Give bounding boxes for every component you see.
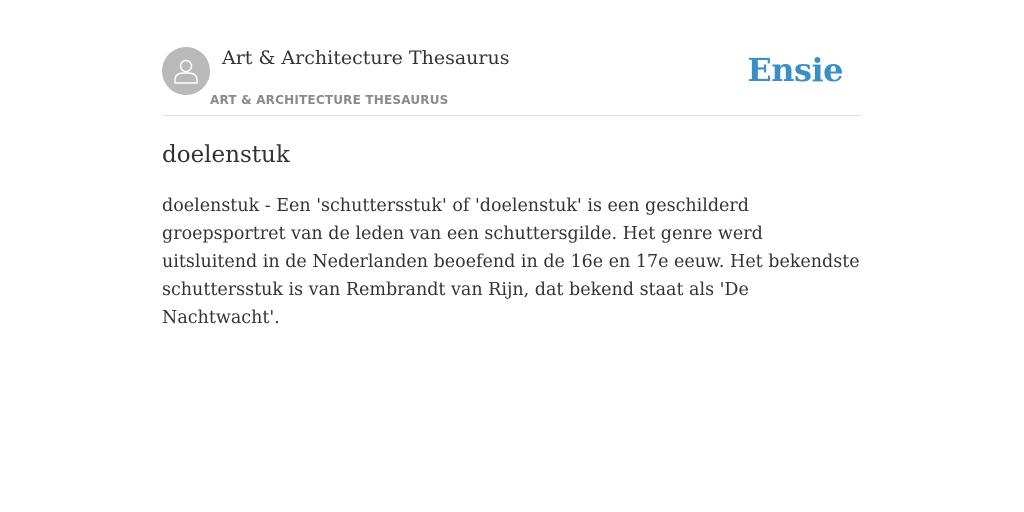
page-header bbox=[162, 0, 862, 116]
article-body: doelenstuk - Een 'schuttersstuk' of 'doelenstuk' is een geschilderd groepsportret van de leden van een schuttersgilde. Het genre werd uitsluitend in de Nederlanden beoefend in de 16e en 17e eeuw. Het bekendste schuttersstuk is van Rembrandt van Rijn, dat bekend staat als 'De Nachtwacht'. bbox=[162, 196, 860, 328]
brand-logo[interactable]: Ensie bbox=[747, 51, 843, 89]
page-title: doelenstuk bbox=[162, 142, 290, 168]
author-name[interactable]: Art & Architecture Thesaurus bbox=[222, 47, 510, 69]
user-silhouette-icon bbox=[171, 56, 201, 86]
category-label[interactable]: ART & ARCHITECTURE THESAURUS bbox=[210, 93, 449, 107]
author-avatar[interactable] bbox=[162, 47, 210, 95]
page-container bbox=[162, 0, 862, 328]
